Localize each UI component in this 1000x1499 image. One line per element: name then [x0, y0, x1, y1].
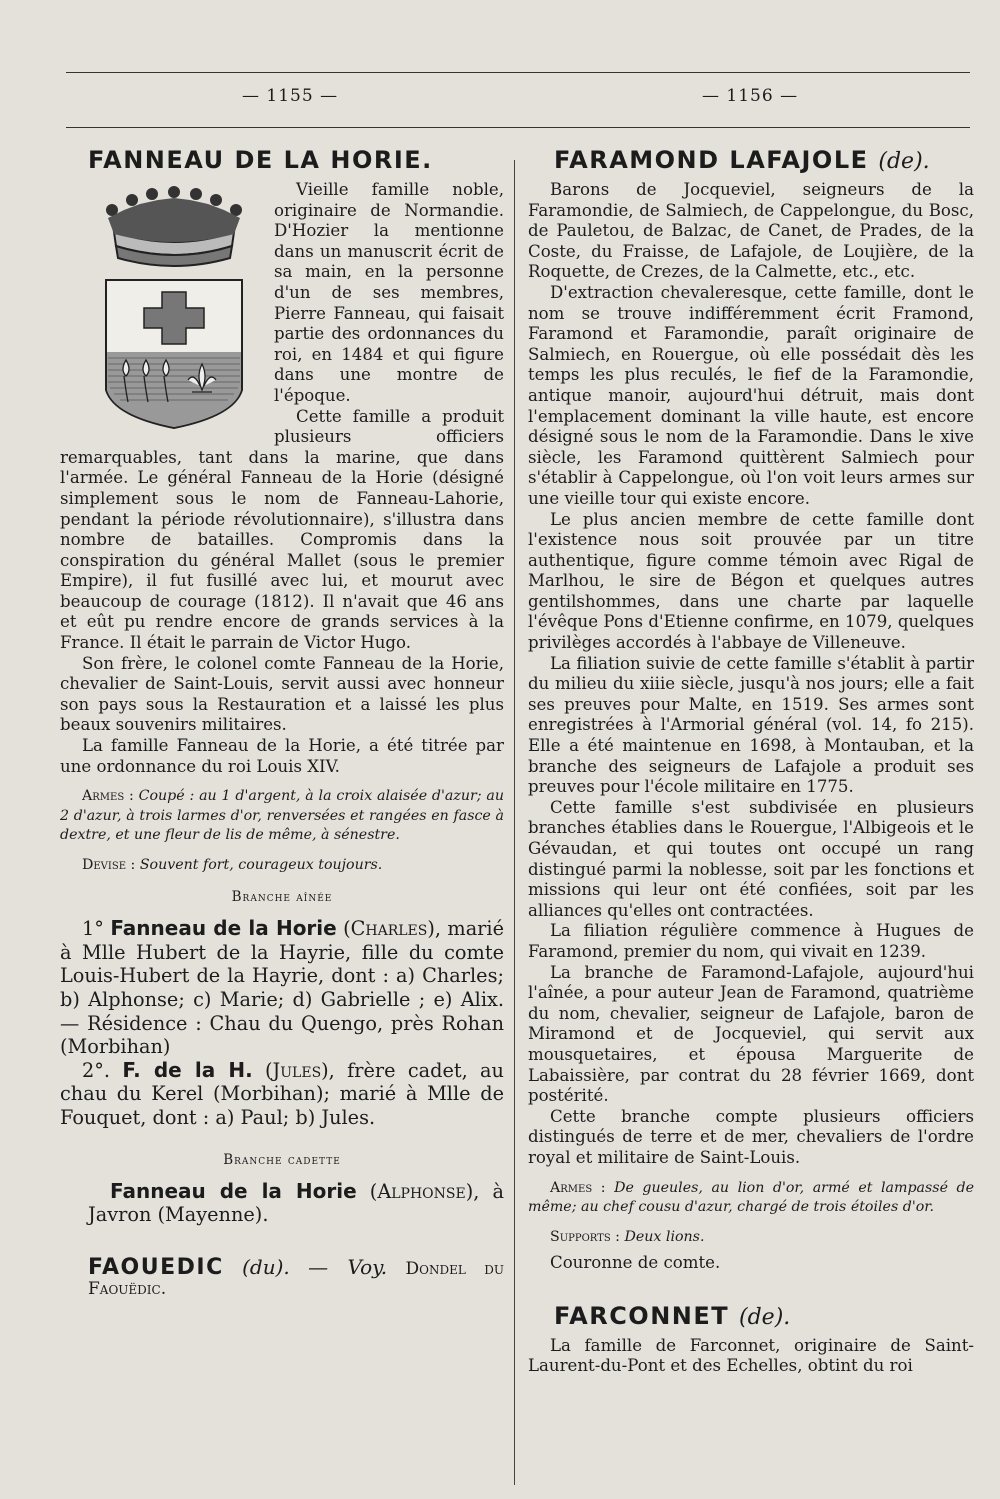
faramond-title: FARAMOND LAFAJOLE: [554, 146, 869, 174]
fanneau-para-3: Son frère, le colonel comte Fanneau de la Horie, chevalier de Saint-Louis, servit aussi avec honneur son pays sous la Restauration et a laissé les plus beaux souvenirs militaires.: [60, 653, 504, 735]
branche-cadette-heading: Branche cadette: [223, 1151, 341, 1168]
farconnet-title: FARCONNET: [554, 1301, 730, 1330]
farconnet-body: [528, 1336, 974, 1377]
faramond-para-2: D'extraction chevaleresque, cette famille, dont le nom se trouve indifféremment écrit Framond, Faramond et Faramondie, paraît originaire de Salmiech, en Rouergue, où elle possédait dès les temps les plus reculés, le fief de la Faramondie, antique manoir, aujourd'hui détruit, mais dont l'emplacement dominant la ville haute, est encore désigné sous le nom de la Faramondie. Dans le xive siècle, les Faramond quittèrent Salmiech pour s'établir à Cappelongue, où l'on voit leurs armes sur une vieille tour qui existe encore.: [528, 282, 974, 508]
armes-text: Coupé : au 1 d'argent, à la croix alaisée d'azur; au 2 d'azur, à trois larmes d'or, renversées et rangées en fasce à dextre, et une fleur de lis de même, à sénestre.: [60, 788, 504, 844]
coat-of-arms-icon: [84, 180, 264, 438]
entry-2-text: frère cadet, au chau du Kerel (Morbihan); marié à Mlle de Fouquet, dont : a) Paul; b) Jules.: [60, 1058, 504, 1129]
faramond-armes-text: De gueules, au lion d'or, armé et lampassé de même; au chef cousu d'azur, chargé de trois étoiles d'or.: [528, 1179, 974, 1215]
left-page-number: — 1155 —: [242, 86, 339, 106]
faramond-armes: [528, 1179, 974, 1218]
faramond-para-4: La filiation suivie de cette famille s'établit à partir du milieu du xiiie siècle, jusqu'à nos jours; elle a fait ses preuves pour Malte, en 1519. Ses armes sont enregistrées à l'Armorial général (vol. 14, fo 215). Elle a été maintenue en 1698, à Montauban, et la branche des seigneurs de Lafajole a produit ses preuves pour l'école militaire en 1775.: [528, 653, 974, 797]
fanneau-armes: [60, 787, 504, 846]
faouedic-ref: Dondel du Faouëdic.: [88, 1258, 504, 1300]
entry-3-text: à Javron (Mayenne).: [88, 1179, 504, 1227]
farconnet-text: La famille de Farconnet, originaire de Saint-Laurent-du-Pont et des Echelles, obtint du roi: [528, 1335, 974, 1376]
supports-label: Supports :: [550, 1228, 620, 1245]
supports-text: Deux lions.: [624, 1228, 705, 1245]
fanneau-devise: [60, 856, 504, 876]
entry-3-name: Fanneau de la Horie: [110, 1178, 357, 1203]
faramond-couronne: [528, 1253, 974, 1274]
faouedic-voy: — Voy.: [308, 1254, 388, 1279]
branche-ainee-heading: Branche aînée: [231, 889, 333, 906]
fanneau-body: [60, 180, 504, 777]
faramond-para-3: Le plus ancien membre de cette famille dont l'existence nous soit prouvée par un titre authentique, figure comme témoin avec Rigal de Marlhou, le sire de Bégon et quelques autres gentilshommes, dans une charte par laquelle l'évêque Pons d'Etienne confirme, en 1079, quelques privilèges accordés à l'abbaye de Villeneuve.: [528, 509, 974, 653]
header-rule: [66, 127, 970, 128]
farconnet-particle: (de).: [739, 1304, 791, 1330]
faramond-particle: (de).: [878, 149, 930, 174]
armes-label: Armes :: [82, 788, 134, 805]
entry-title-faramond: [554, 146, 974, 174]
entry-2-name: F. de la H.: [122, 1057, 253, 1082]
entry-3: [60, 1180, 504, 1227]
faramond-para-1: Barons de Jocqueviel, seigneurs de la Faramondie, de Salmiech, de Cappelongue, du Bosc, de Pauletou, de Balzac, de Canet, de Prades, de la Coste, du Fraisse, de Lafajole, de Loujière, de la Roquette, de Crezes, de la Calmette, etc., etc.: [528, 180, 974, 282]
entry-2-given-name: (Jules),: [265, 1058, 335, 1082]
top-rule: [66, 72, 970, 73]
left-column: [60, 142, 504, 1300]
column-divider: [514, 160, 515, 1485]
entry-3-given-name: (Alphonse),: [369, 1179, 480, 1203]
faramond-supports: [528, 1228, 974, 1248]
entry-1-name: Fanneau de la Horie: [110, 916, 337, 941]
entry-2-number: 2°.: [82, 1058, 111, 1082]
devise-label: Devise :: [82, 856, 136, 873]
entry-title-fanneau: FANNEAU DE LA HORIE.: [88, 146, 433, 174]
entry-1-number: 1°: [82, 917, 104, 941]
right-column: [528, 142, 974, 1377]
entry-1-text: marié à Mlle Hubert de la Hayrie, fille du comte Louis-Hubert de la Hayrie, dont : a) Charles; b) Alphonse; c) Marie; d) Gabrielle ; e) Alix. — Résidence : Chau du Quengo, près Rohan (Morbihan): [60, 917, 504, 1059]
faramond-para-8: Cette branche compte plusieurs officiers distingués de terre et de mer, chevaliers de l'ordre royal et militaire de Saint-Louis.: [528, 1106, 974, 1167]
faramond-para-6: La filiation régulière commence à Hugues de Faramond, premier du nom, qui vivait en 1239.: [528, 921, 974, 961]
devise-text: Souvent fort, courageux toujours.: [139, 856, 383, 873]
entry-title-farconnet: [554, 1302, 974, 1330]
faramond-armes-label: Armes :: [550, 1179, 606, 1196]
entry-1-given-name: (Charles),: [343, 917, 442, 941]
faouedic-title: FAOUEDIC: [88, 1254, 224, 1280]
entry-1: [60, 917, 504, 1129]
fanneau-intro: Vieille famille noble, originaire de Normandie. D'Hozier la mentionne dans un manuscrit écrit de sa main, en la personne d'un de ses membres, Pierre Fanneau, qui faisait partie des ordonnances du roi, en 1484 et qui figure dans une montre de l'époque.: [274, 180, 504, 405]
faramond-para-7: La branche de Faramond-Lafajole, aujourd'hui l'aînée, a pour auteur Jean de Faramond, quatrième du nom, chevalier, seigneur de Lafajole, baron de Miramond et de Jocqueviel, qui servit aux mousquetaires, et épousa Marguerite de Labaissière, par contrat du 28 février 1669, dont postérité.: [528, 962, 974, 1106]
fanneau-para-4: La famille Fanneau de la Horie, a été titrée par une ordonnance du roi Louis XIV.: [60, 736, 504, 776]
fanneau-para-2: Cette famille a produit plusieurs officiers remarquables, tant dans la marine, que dans l'armée. Le général Fanneau de la Horie (désigné simplement sous le nom de Fanneau-Lahorie, pendant la période révolutionnaire), s'illustra dans nombre de batailles. Compromis dans la conspiration du général Mallet (sous le premier Empire), il fut fusillé avec lui, et mourut avec beaucoup de courage (1812). Il n'avait que 46 ans et eût pu rendre encore de grands services à la France. Il était le parrain de Victor Hugo.: [60, 406, 504, 653]
faouedic-particle: (du).: [242, 1254, 290, 1279]
faramond-body: [528, 180, 974, 1169]
faouedic-entry: [60, 1254, 504, 1300]
couronne-text: Couronne de comte.: [550, 1253, 721, 1272]
right-page-number: — 1156 —: [702, 86, 799, 106]
faramond-para-5: Cette famille s'est subdivisée en plusieurs branches établies dans le Rouergue, l'Albigeois et le Gévaudan, et qui toutes ont occupé un rang distingué parmi la noblesse, soit par les fonctions et missions qui leur ont été confiées, soit par les alliances qu'elles ont contractées.: [528, 797, 974, 920]
